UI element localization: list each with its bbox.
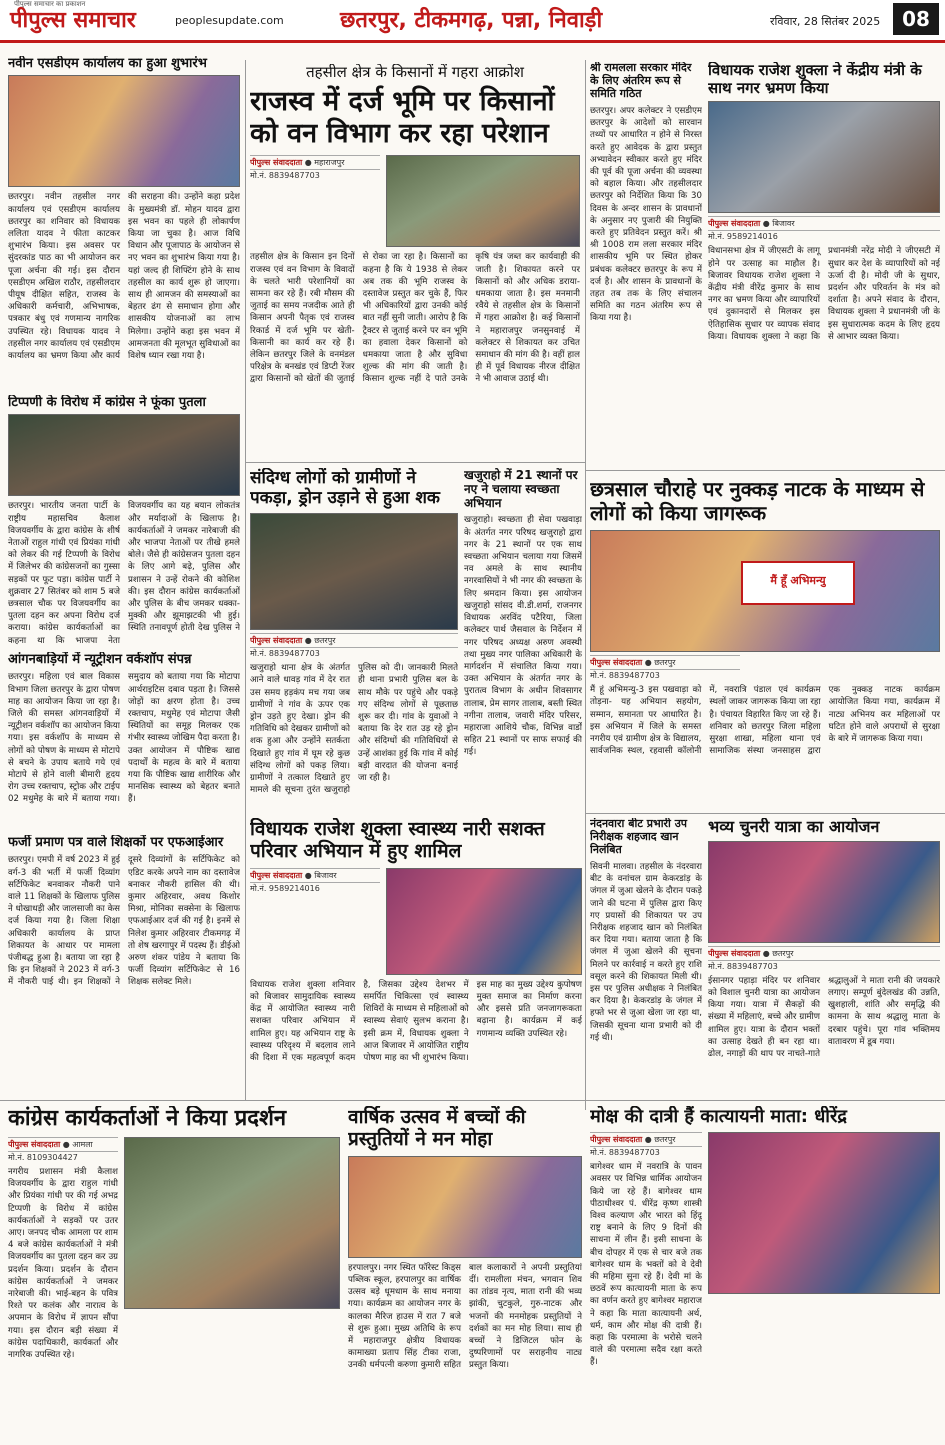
kicker: तहसील क्षेत्र के किसानों में गहरा आक्रोश xyxy=(306,64,524,81)
masthead xyxy=(0,0,945,43)
headline: टिप्पणी के विरोध में कांग्रेस ने फूंका पुतला xyxy=(8,395,206,410)
headline: श्री रामलला सरकार मंदिर के लिए अंतरिम रूप से समिति गठित xyxy=(590,62,692,100)
byline-place: महाराजपुर xyxy=(314,158,345,168)
mobile-number: मो.नं. 9589214016 xyxy=(250,883,320,893)
article-health-campaign xyxy=(250,818,582,1098)
issue-date: रविवार, 28 सितंबर 2025 xyxy=(770,15,881,28)
article-sdm xyxy=(8,56,240,396)
byline-place: बिजावर xyxy=(772,219,795,229)
byline-place: छतरपुर xyxy=(772,948,794,958)
headline: नवीन एसडीएम कार्यालय का हुआ शुभारंभ xyxy=(8,56,207,71)
byline-source: पीपुल्स संवाददाता xyxy=(250,636,303,646)
article-photo xyxy=(8,75,240,187)
byline-place: छतरपुर xyxy=(654,1135,676,1145)
headline: विधायक राजेश शुक्ला स्वास्थ्य नारी सशक्त परिवार अभियान में हुए शामिल xyxy=(250,818,545,863)
article-body: तहसील क्षेत्र के किसान इन दिनों राजस्व एवं वन विभाग के विवादों के चलते भारी परेशानियों का सामना कर रहे हैं। रबी मौसम की जुताई का समय नजदीक आते ही किसान अपनी पैतृक एवं राजस्व रिकार्ड में दर्ज भूमि पर खेती-किसानी का कार्य कर रहे हैं। लेकिन छतरपुर जिले के वनमंडल परिक्षेत्र के बनखंड एवं डिप्टी रेंजर द्वारा किसानों को खेतों की जुताई से रोका जा रहा है। किसानों का कहना है कि ये 1938 से लेकर अब तक की भूमि राजस्व के दस्तावेज प्रस्तुत कर चुके हैं, फिर भी अधिकारियों द्वारा उनकी कोई बात नहीं सुनी जाती। आरोप है कि ट्रैक्टर से जुताई करने पर वन भूमि का हवाला देकर किसानों को धमकाया जाता है और सुविधा शुल्क की मांग की जाती है। किसान शुल्क नहीं दे पाते उनके कृषि यंत्र जब्त कर कार्यवाही की जाती है। शिकायत करने पर किसानों को और अधिक डराया-धमकाया जाता है। इस मनमानी रवैये से तहसील क्षेत्र के किसानों में गहरा आक्रोश है। कई किसानों ने महाराजपुर जनसुनवाई में कलेक्टर से शिकायत कर उचित समाधान की मांग की है। वहीं हाल ही में पूर्व विधायक नीरज दीक्षित ने भी आवाज उठाई थी। xyxy=(250,252,580,385)
headline: वार्षिक उत्सव में बच्चों की प्रस्तुतियों ने मन मोहा xyxy=(348,1106,526,1151)
website-link[interactable]: peoplesupdate.com xyxy=(175,14,284,27)
article-congress-protest xyxy=(8,1106,340,1440)
section-divider xyxy=(245,462,585,463)
column-divider xyxy=(585,60,586,1110)
headline: राजस्व में दर्ज भूमि पर किसानों को वन विभाग कर रहा परेशान xyxy=(250,85,555,149)
newspaper-logo: पीपुल्स समाचार xyxy=(10,7,136,33)
article-effigy xyxy=(8,395,240,645)
byline-source: पीपुल्स संवाददाता xyxy=(708,948,761,958)
byline: पीपुल्स संवाददाता ● छतरपुर xyxy=(708,946,940,961)
headline: नंदनवारा बीट प्रभारी उप निरीक्षक शहजाद खान निलंबित xyxy=(590,818,687,856)
byline: पीपुल्स संवाददाता ● आमला xyxy=(8,1137,118,1152)
article-body: खजुराहो थाना क्षेत्र के अंतर्गत आने वाले धावड़ गांव में देर रात उस समय हड़कंप मच गया जब ग्रामीणों ने गांव के ऊपर एक ड्रोन उड़ते हुए देखा। ड्रोन की गतिविधि को देखकर ग्रामीणों को शक हुआ और उन्होंने सतर्कता दिखाते हुए गांव में घूम रहे कुछ संदिग्ध लोगों को पकड़ लिया। ग्रामीणों ने तत्काल दिखाते हुए मामले की सूचना तुरंत खजुराहो पुलिस को दी। जानकारी मिलते ही थाना प्रभारी पुलिस बल के साथ मौके पर पहुंचे और पकड़े गए संदिग्ध लोगों से पूछताछ शुरू कर दी। गांव के युवाओं ने बताया कि देर रात उड़ रहे ड्रोन और संदिग्धों की गतिविधियों से उन्हें आशंका हुई कि गांव में कोई बड़ी वारदात की योजना बनाई जा रही है। xyxy=(250,663,458,796)
headline: संदिग्ध लोगों को ग्रामीणों ने पकड़ा, ड्रोन उड़ाने से हुआ शक xyxy=(250,468,440,509)
byline-place: छतरपुर xyxy=(654,658,676,668)
section-divider xyxy=(0,1100,945,1101)
headline: विधायक राजेश शुक्ला ने केंद्रीय मंत्री के साथ नगर भ्रमण किया xyxy=(708,62,922,97)
byline: पीपुल्स संवाददाता ● महाराजपुर xyxy=(250,155,380,170)
headline: आंगनबाड़ियों में न्यूट्रीशन वर्कशॉप संपन्न xyxy=(8,652,192,667)
byline: पीपुल्स संवाददाता ● बिजावर xyxy=(250,868,380,883)
article-farmers xyxy=(250,64,580,459)
article-body: नगरीय प्रशासन मंत्री कैलाश विजयवर्गीय के द्वारा राहुल गांधी और प्रियंका गांधी पर की गई अभद्र टिप्पणी के विरोध में कांग्रेस कार्यकर्ताओं ने सड़कों पर उतर आए। जनपद चौक आमला पर शाम 4 बजे कांग्रेस कार्यकर्ताओं ने मंत्री विजयवर्गीय का पुतला दहन कर उग्र प्रदर्शन किया। प्रदर्शन के दौरान कांग्रेस कार्यकर्ताओं ने जमकर नारेबाजी की। भाई-बहन के पवित्र रिश्ते पर कलंक और नारात्व के अपमान के विरोध में ज्ञापन सौंपा गया। इस दौरान बड़ी संख्या में कांग्रेस पदाधिकारी, कार्यकर्ता और नागरिक उपस्थित रहे। xyxy=(8,1166,118,1360)
article-photo xyxy=(250,513,458,630)
article-body: छतरपुर। अपर कलेक्टर ने एसडीएम छतरपुर के आदेशों को सारवान तथ्यों पर आधारित न होने से निरस्त करते हुए आवेदक के द्वारा प्रस्तुत अभ्यावेदन स्वीकार करते हुए मंदिर की पूर्व की पूजा अर्चना की व्यवस्था को बहाल किया। और तहसीलदार छतरपुर को निर्देशित किया कि 30 दिवस के अन्दर शासन के प्रावधानों के अनुसार नए पुजारी की नियुक्ति करते हुए प्रतिवेदन प्रस्तुत करें। श्री श्री 1008 राम लला सरकार मंदिर शासकीय भूमि पर स्थित होकर प्रबंधक कलेक्टर छतरपुर के रूप में दर्ज है। और शासन के प्रावधानों के तहत तब तक के लिए संचालन समिति का गठन अंतरिम रूप से किया गया है। xyxy=(590,105,702,324)
mobile-number: मो.नं. 8839487703 xyxy=(250,649,320,659)
article-body: छतरपुर। नवीन तहसील नगर कार्यालय एवं एसडीएम कार्यालय छतरपुर का शनिवार को विधायक ललिता यादव ने फीता काटकर शुभारंभ किया। इस अवसर पर सुंदरकांड पाठ का भी आयोजन कर पूजा अर्चना की गई। इस दौरान एसडीएम अखिल राठौर, तहसीलदार पीयूष दीक्षित सहित, राजस्व के अधिकारी कर्मचारी, अभिभाषक, पत्रकार बंधु एवं गणमान्य नागरिक उपस्थित रहे। विधायक यादव ने तहसील नगर कार्यालय एवं एसडीएम कार्यालय का भ्रमण किया और कार्य की सराहना की। उन्होंने कहा प्रदेश के मुख्यमंत्री डॉ. मोहन यादव द्वारा इस भवन का पहले ही लोकार्पण किया जा चुका है। आज विधि विधान और पूजापाठ के आयोजन से नए भवन का शुभारंभ किया गया है। यहां जल्द ही शिफ्टिंग होने के साथ तहसील का कार्य शुरू हो जाएगा। साथ ही आमजन की समस्याओं का बेहतर ढंग से समाधान होगा और शासकीय योजनाओं का लाभ मिलेगा। उन्होंने कहा इस भवन में आमजनता की मूलभूत सुविधाओं का विशेष ध्यान रखा गया है। xyxy=(8,192,240,361)
mobile-number: मो.नं. 8839487703 xyxy=(590,1148,660,1158)
article-cleanliness xyxy=(464,468,582,808)
byline: पीपुल्स संवाददाता ● बिजावर xyxy=(708,216,940,231)
headline: कांग्रेस कार्यकर्ताओं ने किया प्रदर्शन xyxy=(8,1106,287,1131)
article-teachers xyxy=(8,835,240,1095)
byline-source: पीपुल्स संवाददाता xyxy=(590,1135,643,1145)
article-photo xyxy=(708,1132,940,1294)
logo-tagline: पीपुल्स समाचार का प्रकाशन xyxy=(14,0,86,8)
article-body: विधानसभा क्षेत्र में जीएसटी के लागू होने पर उत्साह का माहौल है। बिजावर विधायक राजेश शुक्ला ने केंद्रीय मंत्री वीरेंद्र कुमार के साथ नगर का भ्रमण किया और व्यापारियों एवं दुकानदारों से मिलकर इस ऐतिहासिक सुधार पर व्यापक संवाद किया। विधायक शुक्ला ने कहा कि प्रधानमंत्री नरेंद्र मोदी ने जीएसटी में सुधार कर देश के व्यापारियों को नई ऊर्जा दी है। मोदी जी के सुधार, प्रदर्शन और परिवर्तन के मंत्र को दर्शाता है। अपने संवाद के दौरान, विधायक शुक्ला ने प्रधानमंत्री जी के इस सुधारात्मक कदम के लिए हृदय से आभार व्यक्त किया। xyxy=(708,246,940,342)
byline-place: बिजावर xyxy=(314,870,337,880)
column-divider xyxy=(245,60,246,1100)
article-photo xyxy=(708,841,940,943)
article-body: छतरपुर। एमपी में वर्ष 2023 में हुई वर्ग-3 की भर्ती में फर्जी दिव्यांग सर्टिफिकेट बनवाकर नौकरी पाने वाले 11 शिक्षकों के खिलाफ पुलिस ने धोखाधड़ी और जालसाजी का केस दर्ज किया गया है। जिला शिक्षा अधिकारी कार्यालय के प्राप्त शिकायत के आधार पर मामला पंजीबद्ध हुआ है। बताया जा रहा है कि इन शिक्षकों ने 2023 में वर्ग-3 में नौकरी पाई थी। इन शिक्षकों ने दूसरे दिव्यांगों के सर्टिफिकेट को एडिट करके अपने नाम का दस्तावेज बनाकर नौकरी हासिल की थी। कुमार अहिरवार, अवध किशोर मिश्रा, मोनिका सक्सेना के खिलाफ एफआईआर दर्ज की गई है। इनमें से निलेश कुमार अहिरवार टीकमगढ़ में तो शेष खरगापुर में पदस्थ हैं। डीईओ अरुण शंकर पांडेय ने बताया कि फर्जी दिव्यांग सर्टिफिकेट से 16 शिक्षक सलेक्ट मिले। xyxy=(8,855,240,988)
article-suspension xyxy=(590,818,702,1098)
section-divider xyxy=(585,470,945,471)
article-chunari xyxy=(708,818,940,1098)
byline-source: पीपुल्स संवाददाता xyxy=(250,158,303,168)
article-mla-tour xyxy=(708,62,940,462)
page-number: 08 xyxy=(893,3,939,35)
article-photo xyxy=(708,101,940,213)
headline: मोक्ष की दात्री हैं कात्यायनी माता: धीरेंद्र xyxy=(590,1106,847,1127)
section-divider xyxy=(585,813,945,814)
article-photo xyxy=(590,530,940,652)
mobile-number: मो.नं. 8839487703 xyxy=(590,671,660,681)
article-body: मैं हूं अभिमन्यु-3 इस पखवाड़ा को तोड़ना- यह अभियान सहयोग, सम्मान, समानता पर आधारित है। इस अभियान में जिले के समस्त नगरीय एवं ग्रामीण क्षेत्र के विद्यालय, सार्वजनिक स्थल, रहवासी कॉलोनी में, नवरात्रि पंडाल एवं कार्यक्रम स्थलों जाकर जागरूक किया जा रहा है। पंचायत विहारित किए जा रहे हैं। शनिवार को छतरपुर जिला महिला सुरक्षा शाखा, महिला थाना एवं सामाजिक संस्था जनसाहस द्वारा एक नुक्कड़ नाटक कार्यक्रम आयोजित किया गया, कार्यक्रम में नाट्य अभिनय कर महिलाओं पर घटित होने वाले अपराधों से सुरक्षा के बारे में जागरूक किया गया। xyxy=(590,685,940,757)
article-temple xyxy=(590,62,702,462)
article-body: खजुराहो। स्वच्छता ही सेवा पखवाड़ा के अंतर्गत नगर परिषद खजुराहो द्वारा नगर के 21 स्थानों पर एक साथ स्वच्छता अभियान चलाया गया जिसमें नव अमले के साथ स्थानीय नगरवासियों ने भी नगर की स्वच्छता के लिए श्रमदान किया। इस आयोजन खजुराहो सांसद वी.डी.शर्मा, राजनगर विधायक अरविंद पटैरिया, जिला कलेक्टर पार्थ जैसवाल के निर्देशन में नगर परिषद अध्यक्ष अरुण अवस्थी तथा मुख्य नगर पालिका अधिकारी के मार्गदर्शन में संचालित किया गया। उक्त अभियान के अंतर्गत नगर के पुरातत्व विभाग के अधीन शिवसागर तालाब, प्रेम सागर तालाब, बस्ती स्थित नगीना तालाब, जवारी मंदिर परिसर, महाराजा आशिये चौक, विभिन्न वार्डों सहित 21 स्थानों पर साफ सफाई की गई। xyxy=(464,515,582,758)
article-photo xyxy=(386,155,580,247)
mobile-number: मो.नं. 9589214016 xyxy=(708,232,778,242)
headline: खजुराहो में 21 स्थानों पर नए ने चलाया स्वच्छता अभियान xyxy=(464,468,578,511)
campaign-banner: मैं हूँ अभिमन्यु xyxy=(741,561,855,605)
article-katyayani xyxy=(590,1106,940,1440)
byline-place: आमला xyxy=(72,1139,93,1149)
article-body: सिवनी मालवा। तहसील के नंदरवारा बीट के वनांचल ग्राम केकरडांड़ के जंगल में जुआ खेलने के दौरान पकड़े जाने की घटना में पुलिस द्वारा किए गए प्रयासों की शिकायत पर उप निरीक्षक शहजाद खान को निलंबित कर दिया गया। बताया जाता है कि जंगल में जुआ खेलने की सूचना मिलने पर कार्रवाई न करते हुए राशि वसूल करने की शिकायत मिली थी। इस पर पुलिस अधीक्षक ने निलंबित कर दिया है। केकरडांड़ के जंगल में हफ्ते भर से जुआ खेला जा रहा था, जिसकी सूचना थाना प्रभारी को दी गई थी। xyxy=(590,861,702,1043)
article-body: छतरपुर। महिला एवं बाल विकास विभाग जिला छतरपुर के द्वारा पोषण माह का आयोजन किया जा रहा है। जिले की समस्त आंगनवाड़ियों में न्यूट्रीशन वर्कशॉप का आयोजन किया गया। इस वर्कशॉप के माध्यम से लोगों को पोषण के माध्यम से मोटापे से बचने के उपाय बताये गये एवं मोटापे से होने वाली बीमारी हृदय रोग उच्च रक्तचाप, स्ट्रोक और टाईप 02 मधुमेह के बारे में बताया गया। समुदाय को बताया गया कि मोटापा आर्थराइटिस दबाव पड़ता है। जिससे जोड़ों का क्षरण होता है। उच्च रक्तचाप, मधुमेह एवं मोटापा जैसी स्थितियों का समूह मिलकर एक गंभीर स्वास्थ्य जोखिम पैदा करता है। उक्त आयोजन में पौष्टिक खाद्य पदार्थों के महत्व के बारे में बताया गया कि पौष्टिक खाद्य शारीरिक और मानसिक स्वास्थ्य को बेहतर बनाते हैं। xyxy=(8,672,240,805)
article-street-play xyxy=(590,478,940,810)
byline-source: पीपुल्स संवाददाता xyxy=(250,870,303,880)
headline: फर्जी प्रमाण पत्र वाले शिक्षकों पर एफआईआर xyxy=(8,835,224,850)
mobile-number: मो.नं. 8839487703 xyxy=(708,961,778,971)
article-photo xyxy=(386,868,582,975)
byline-source: पीपुल्स संवाददाता xyxy=(8,1139,61,1149)
byline: पीपुल्स संवाददाता ● छतरपुर xyxy=(250,633,458,648)
headline: छत्रसाल चौराहे पर नुक्कड़ नाटक के माध्यम से लोगों को किया जागरूक xyxy=(590,478,925,525)
article-photo xyxy=(124,1137,340,1309)
article-annual-function xyxy=(348,1106,582,1440)
byline: पीपुल्स संवाददाता ● छतरपुर xyxy=(590,1132,702,1147)
article-body: बागेश्वर धाम में नवरात्रि के पावन अवसर पर विभिन्न धार्मिक आयोजन किये जा रहे हैं। बागेश्वर धाम पीठाधीश्वर पं. धीरेंद्र कृष्ण शास्त्री विश्व कल्याण और भारत को हिंदू राष्ट्र बनाने के लिए 9 दिनों की साधना में लीन हैं। इसी साधना के बीच दोपहर में एक से चार बजे तक बागेश्वर धाम के भक्तों को वे देवी की महिमा सुना रहे हैं। देवी मां के छठवें रूप कात्यायनी माता के रूप का वर्णन करते हुए बागेश्वर महाराज ने कहा कि माता कात्यायनी अर्थ, धर्म, काम और मोक्ष की दात्री हैं। कहा कि परमात्मा के भरोसे चलने वाले की परमात्मा सदैव रक्षा करते हैं। xyxy=(590,1162,702,1368)
byline-source: पीपुल्स संवाददाता xyxy=(590,658,643,668)
byline-source: पीपुल्स संवाददाता xyxy=(708,219,761,229)
article-body: हरपालपुर। नगर स्थित फॉरेस्ट किड्स पब्लिक स्कूल, हरपालपुर का वार्षिक उत्सव बड़े धूमधाम के साथ मनाया गया। कार्यक्रम का आयोजन नगर के कालका मैरिज हाउस में रात 7 बजे से शुरू हुआ। मुख्य अतिथि के रूप में महाराजपुर क्षेत्रीय विधायक कामाख्या प्रताप सिंह टीका राजा, उनकी धर्मपत्नी करुणा कुमारी सहित बाल कलाकारों ने अपनी प्रस्तुतियां दीं। रामलीला मंचन, भगवान शिव का तांडव नृत्य, माता रानी की भव्य झांकी, चुटकुले, गुरु-नाटक और भजनों की मनमोहक प्रस्तुतियों ने दर्शकों का मन मोह लिया। साथ ही बच्चों ने डिजिटल फोन के दुष्परिणामों पर सराहनीय नाट्य प्रस्तुत किया। xyxy=(348,1262,582,1371)
mobile-number: मो.नं. 8839487703 xyxy=(250,171,320,181)
mobile-number: मो.नं. 8109304427 xyxy=(8,1152,78,1162)
region-title: छतरपुर, टीकमगढ़, पन्ना, निवाड़ी xyxy=(340,8,603,33)
article-body: विधायक राजेश शुक्ला शनिवार को बिजावर सामुदायिक स्वास्थ्य केंद्र में आयोजित स्वास्थ्य नारी सशक्त परिवार अभियान में शामिल हुए। यह अभियान राष्ट्र के स्वास्थ्य परिदृश्य में बदलाव लाने की दिशा में एक महत्वपूर्ण कदम है, जिसका उद्देश्य देशभर में समर्पित चिकित्सा एवं स्वास्थ्य शिविरों के माध्यम से महिलाओं को स्वास्थ्य सेवाएं सुलभ कराना है। इसी क्रम में, विधायक शुक्ला ने आज बिजावर में आयोजित राष्ट्रीय पोषण माह का भी शुभारंभ किया। इस माह का मुख्य उद्देश्य कुपोषण मुक्त समाज का निर्माण करना और इससे प्रति जनजागरूकता बढ़ाना है। कार्यक्रम में कई गणमान्य व्यक्ति उपस्थित रहे। xyxy=(250,979,582,1064)
byline-place: छतरपुर xyxy=(314,636,336,646)
article-nutrition xyxy=(8,652,240,822)
article-drone xyxy=(250,468,458,808)
article-body: छतरपुर। भारतीय जनता पार्टी के राष्ट्रीय महासचिव कैलाश विजयवर्गीय के द्वारा कांग्रेस के शीर्ष नेताओं राहुल गांधी एवं प्रियंका गांधी को लेकर की गई टिप्पणी के विरोध में जिलेभर की कांग्रेसजनों का गुस्सा सड़कों पर फूट पड़ा। कांग्रेस पार्टी ने शुक्रवार 27 सितंबर को शाम 5 बजे छत्रसाल चौक पर विजयवर्गीय का पुतला दहन कर अपना विरोध दर्ज कराया। कांग्रेस कार्यकर्ताओं का कहना था कि भाजपा नेता विजयवर्गीय का यह बयान लोकतंत्र और मर्यादाओं के खिलाफ है। कार्यकर्ताओं ने जमकर नारेबाजी की और भाजपा नेताओं पर तीखे हमले बोले। जैसे ही कांग्रेसजन पुतला दहन के लिए आगे बढ़े, पुलिस और प्रशासन ने उन्हें रोकने की कोशिश की। इस दौरान कांग्रेस कार्यकर्ताओं और पुलिस के बीच जमकर धक्का-मुक्की और झूमाझटकी भी हुई। स्थिति तनावपूर्ण होती देख पुलिस ने xyxy=(8,501,240,645)
article-photo xyxy=(8,414,240,496)
article-photo xyxy=(348,1156,582,1258)
byline: पीपुल्स संवाददाता ● छतरपुर xyxy=(590,655,740,670)
article-body: ईसानगर पहाड़ा मंदिर पर शनिवार को विशाल चुनरी यात्रा का आयोजन किया गया। यात्रा में सैकड़ों की संख्या में महिलाएं, बच्चे और ग्रामीण शामिल हुए। यात्रा के दौरान भक्तों का उत्साह देखते ही बन रहा था। ढोल, नगाड़ों की थाप पर नाचते-गाते श्रद्धालुओं ने माता रानी की जयकारे लगाए। सम्पूर्ण बुंदेलखंड की उन्नति, खुशहाली, शांति और समृद्धि की कामना के साथ श्रद्धालु माता के दरबार पहुंचे। पूरा गांव भक्तिमय वातावरण में डूब गया। xyxy=(708,975,940,1060)
headline: भव्य चुनरी यात्रा का आयोजन xyxy=(708,818,880,836)
